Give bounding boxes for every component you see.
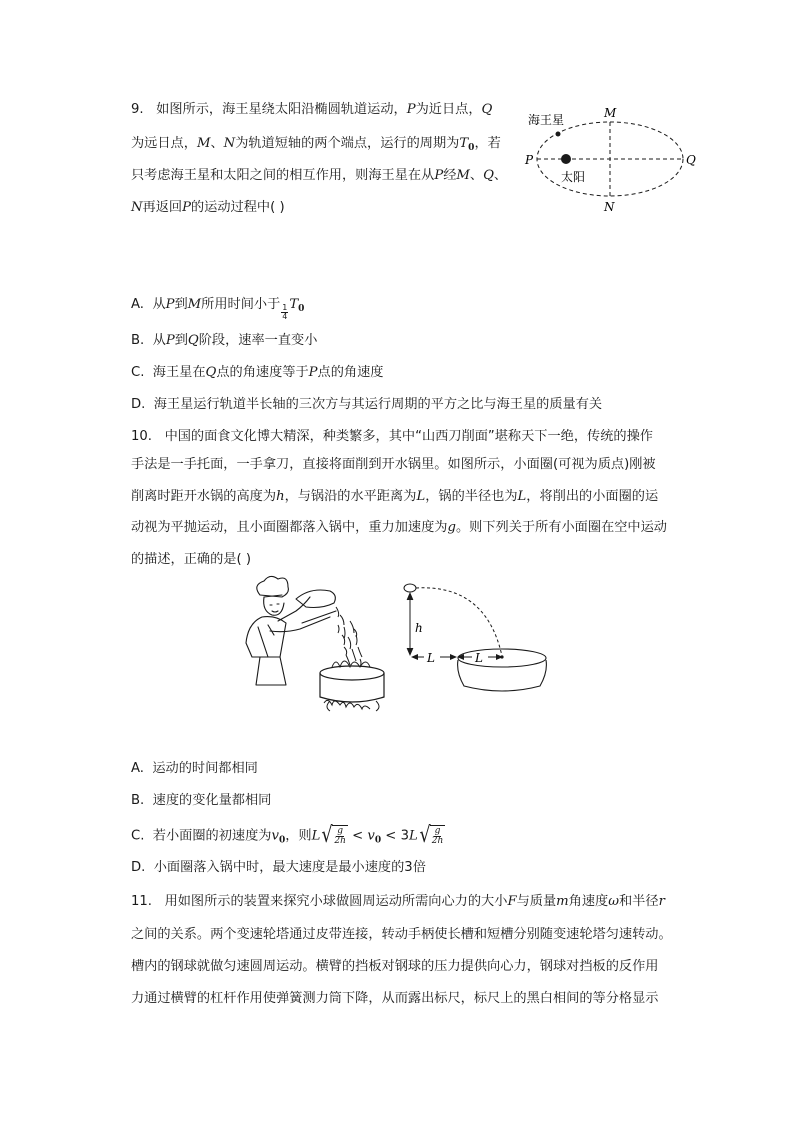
- noodle-ring: [404, 584, 416, 592]
- orbit-diagram: [520, 104, 710, 214]
- pot-rim: [320, 666, 384, 680]
- q10-line-4: 动视为平抛运动，且小面圈都落入锅中，重力加速度为g。则下列关于所有小面圈在空中运动: [131, 520, 667, 535]
- sun-dot: [561, 154, 571, 164]
- label-h: h: [415, 621, 423, 635]
- q9-line-2: 为远日点，M、N为轨道短轴的两个端点，运行的周期为$T_0$，若: [131, 136, 501, 153]
- projectile-diagram: [398, 580, 563, 700]
- falling-noodles: [336, 607, 362, 667]
- q9-line-1: 9. 如图所示，海王星绕太阳沿椭圆轨道运动，P为近日点，Q: [131, 102, 493, 117]
- q9-option-d: D. 海王星运行轨道半长轴的三次方与其运行周期的平方之比与海王星的质量有关: [131, 397, 603, 412]
- fraction-quarter: $\frac{1}{4}$: [282, 303, 288, 321]
- pot-body: [320, 673, 384, 702]
- q11-line-2: 之间的关系。两个变速轮塔通过皮带连接，转动手柄使长槽和短槽分别随变速轮塔匀速转动。: [131, 927, 672, 942]
- q11-line-1: 11. 用如图所示的装置来探究小球做圆周运动所需向心力的大小F与质量m角速度ω和半径r: [131, 894, 665, 909]
- q9-line-3: 只考虑海王星和太阳之间的相互作用，则海王星在从P经M、Q、: [131, 168, 508, 183]
- q10-option-a: A. 运动的时间都相同: [131, 761, 258, 776]
- q10-line-1: 10. 中国的面食文化博大精深，种类繁多，其中“山西刀削面”堪称天下一绝，传统的操作: [131, 429, 653, 444]
- question-number: 11.: [131, 894, 152, 909]
- q9-line-4: N再返回P的运动过程中( ): [131, 200, 285, 215]
- point-P: P: [525, 153, 534, 167]
- q10-line-3: 削离时距开水锅的高度为h，与锅沿的水平距离为L，锅的半径也为L，将削出的小面圈的运: [131, 489, 659, 504]
- trajectory: [416, 588, 502, 656]
- q9-option-c: C. 海王星在Q点的角速度等于P点的角速度: [131, 365, 384, 380]
- q10-line-5: 的描述，正确的是( ): [131, 552, 251, 567]
- q11-line-3: 槽内的钢球就做匀速圆周运动。横臂的挡板对钢球的压力提供向心力，钢球对挡板的反作用: [131, 959, 659, 974]
- point-Q: Q: [686, 153, 696, 167]
- sun-label: 太阳: [561, 170, 586, 184]
- q10-option-c: C. 若小面圈的初速度为$v_0$，则L √ g 2h < $v_0 < 3L$ √ g 2h: [131, 822, 444, 848]
- chef-hat: [257, 576, 289, 597]
- q11-line-4: 力通过横臂的杠杆作用使弹簧测力筒下降，从而露出标尺，标尺上的黑白相间的等分格显示: [131, 991, 659, 1006]
- q9-option-a: A. 从P到M所用时间小于 $\frac{1}{4}$ $T_0$: [131, 297, 305, 321]
- label-L-2: L: [475, 651, 483, 665]
- question-number: 9.: [131, 102, 144, 117]
- q10-line-2: 手法是一手托面，一手拿刀，直接将面削到开水锅里。如图所示，小面圈(可视为质点)刚被: [131, 457, 656, 472]
- q9-option-b: B. 从P到Q阶段，速率一直变小: [131, 333, 318, 348]
- sqrt-expression-1: √ g 2h: [321, 822, 346, 848]
- chef-illustration: [240, 575, 390, 720]
- planet-dot: [556, 132, 561, 137]
- label-L-1: L: [427, 651, 435, 665]
- q10-option-d: D. 小面圈落入锅中时，最大速度是最小速度的3倍: [131, 860, 426, 875]
- q10-option-b: B. 速度的变化量都相同: [131, 793, 272, 808]
- sqrt-expression-2: √ g 2h: [419, 822, 444, 848]
- question-number: 10.: [131, 429, 152, 444]
- chef-head: [264, 597, 284, 615]
- point-N: N: [604, 200, 615, 214]
- planet-label: 海王星: [528, 113, 565, 127]
- point-M: M: [604, 106, 617, 120]
